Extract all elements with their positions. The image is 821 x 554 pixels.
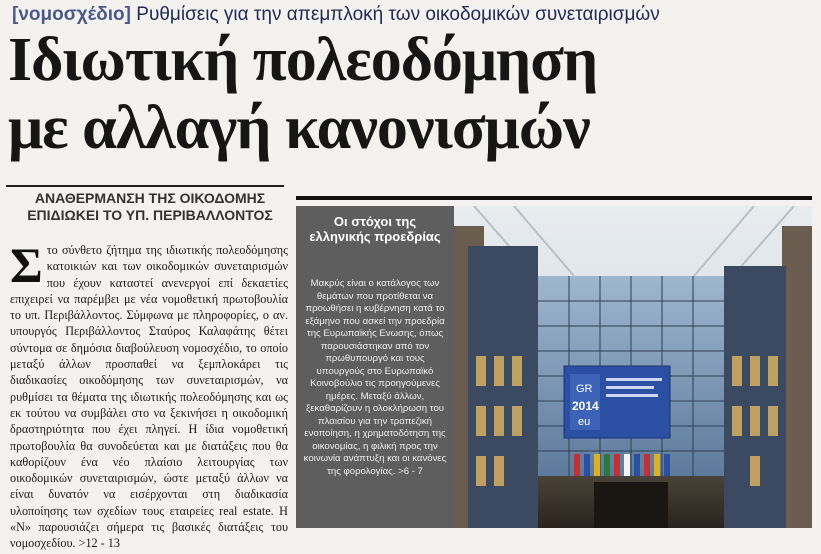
kicker-tag: [νομοσχέδιο] [12,4,131,25]
section-kicker [12,4,660,26]
banner-text-1: GR [576,383,593,395]
headline [8,26,818,162]
kicker-text: Ρυθμίσεις για την απεμπλοκή των οικοδομικών συνεταιρισμών [136,4,660,25]
left-rule [6,185,284,187]
sidebar-title: Οι στόχοι της ελληνικής προεδρίας [309,214,441,244]
article-body [10,237,288,552]
article-text: το σύνθετο ζήτημα της ιδιωτικής πολεοδόμησης κατοικιών και των οικοδομικών συνεταιρισμών που έχουν καταστεί ανενεργοί επί δεκαετίες επιχειρεί να παρέμβει με νέα νομοθετική πρωτοβουλία το υπ. Περιβάλλοντος. Σύμφωνα με πληροφορίες, ο αν. υπουργός Περιβάλλοντος Σταύρος Καλαφάτης θέτει σύντομα σε δημόσια διαβούλευση νομοσχέδιο, το οποίο μεταξύ άλλων προσπαθεί να ξεμπλοκάρει τις διαδικασίες οικοδόμησης των συνεταιρισμών, να ρυθμίσει τα θέματα της ιδιωτικής πολεοδόμησης και ως εκ τούτου να συμβάλει στο να ξεκινήσει η οικοδομική δραστηριότητα που έχει πληγεί. Η ίδια νομοθετική πρωτοβουλία θα συνοδεύεται και με διατάξεις που θα καθορίζουν ένα νέο πλαίσιο λειτουργίας των οικοδομικών συνεταιρισμών, ώστε μεταξύ άλλων να είναι δυνατόν να εισέρχονται στη διαδικασία υλοποίησης των σχεδίων τους εταιρείες real estate. Η «Ν» παρουσιάζει σήμερα τις βασικές διατάξεις του νομοσχεδίου. >12 - 13 [10,243,288,551]
subhead-line-1: ΑΝΑΘΕΡΜΑΝΣΗ ΤΗΣ ΟΙΚΟΔΟΜΗΣ [34,190,266,206]
headline-line-2: με αλλαγή κανονισμών [8,94,590,162]
banner-text-2: 2014 [572,399,599,413]
banner-text-3: eu [578,416,591,428]
eu-building-photo [454,206,812,528]
headline-line-1: Ιδιωτική πολεοδόμηση [8,26,598,94]
sidebar-box [296,206,454,528]
sidebar-text: Μακρύς είναι ο κατάλογος των θεμάτων που προτίθεται να προωθήσει η κυβέρνηση κατά το εξάμηνο που ασκεί την προεδρία της Ευρωπαϊκής Ενωσης, όπως παρουσιάστηκαν από τον πρωθυπουργό και τους υπουργούς στο Ευρωπαϊκό Κοινοβούλιο τις προηγούμενες ημέρες. Μεταξύ άλλων, ξεκαθαρίζουν η ολοκλήρωση του πλαισίου για την τραπεζική ενοποίηση, η χρηματοδότηση της οικονομίας, η φιλική προς την κοινωνία ανάπτυξη και οι κανόνες της φορολογίας. >6 - 7 [303,278,447,477]
subhead-line-2: ΕΠΙΔΙΩΚΕΙ ΤΟ ΥΠ. ΠΕΡΙΒΑΛΛΟΝΤΟΣ [27,207,273,223]
right-rule [296,196,812,200]
subheadline [10,190,290,224]
drop-cap: Σ [10,237,43,293]
